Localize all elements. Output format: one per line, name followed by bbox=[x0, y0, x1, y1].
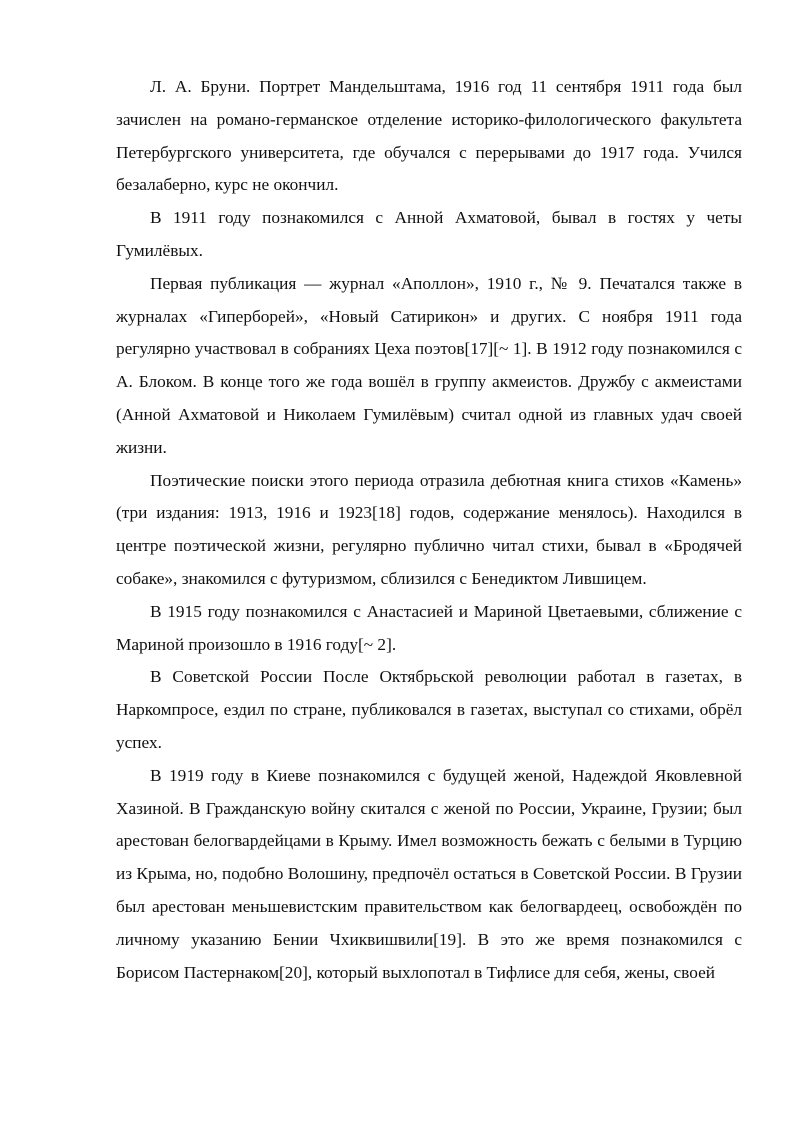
paragraph-3: Первая публикация — журнал «Аполлон», 1910 г., № 9. Печатался также в журналах «Гиперборей», «Новый Сатирикон» и других. С ноября 1911 года регулярно участвовал в собраниях Цеха поэтов[17][~ 1]. В 1912 году познакомился с А. Блоком. В конце того же года вошёл в группу акмеистов. Дружбу с акмеистами (Анной Ахматовой и Николаем Гумилёвым) считал одной из главных удач своей жизни. bbox=[116, 273, 742, 457]
document-page bbox=[116, 71, 742, 989]
paragraph-4: Поэтические поиски этого периода отразила дебютная книга стихов «Камень» (три издания: 1913, 1916 и 1923[18] годов, содержание менялось). Находился в центре поэтической жизни, регулярно публично читал стихи, бывал в «Бродячей собаке», знакомился с футуризмом, сблизился с Бенедиктом Лившицем. bbox=[116, 470, 742, 588]
paragraph-6: В Советской России После Октябрьской революции работал в газетах, в Наркомпросе, ездил по стране, публиковался в газетах, выступал со стихами, обрёл успех. bbox=[116, 667, 742, 752]
paragraph-7: В 1919 году в Киеве познакомился с будущей женой, Надеждой Яковлевной Хазиной. В Гражданскую войну скитался с женой по России, Украине, Грузии; был арестован белогвардейцами в Крыму. Имел возможность бежать с белыми в Турцию из Крыма, но, подобно Волошину, предпочёл остаться в Советской России. В Грузии был арестован меньшевистским правительством как белогвардеец, освобождён по личному указанию Бении Чхиквишвили[19]. В это же время познакомился с Борисом Пастернаком[20], который выхлопотал в Тифлисе для себя, жены, своей bbox=[116, 765, 742, 982]
paragraph-1: Л. А. Бруни. Портрет Мандельштама, 1916 год 11 сентября 1911 года был зачислен на романо-германское отделение историко-филологического факультета Петербургского университета, где обучался с перерывами до 1917 года. Учился безалаберно, курс не окончил. bbox=[116, 77, 742, 195]
paragraph-5: В 1915 году познакомился с Анастасией и Мариной Цветаевыми, сближение с Мариной произошло в 1916 году[~ 2]. bbox=[116, 601, 742, 654]
paragraph-2: В 1911 году познакомился с Анной Ахматовой, бывал в гостях у четы Гумилёвых. bbox=[116, 208, 742, 260]
